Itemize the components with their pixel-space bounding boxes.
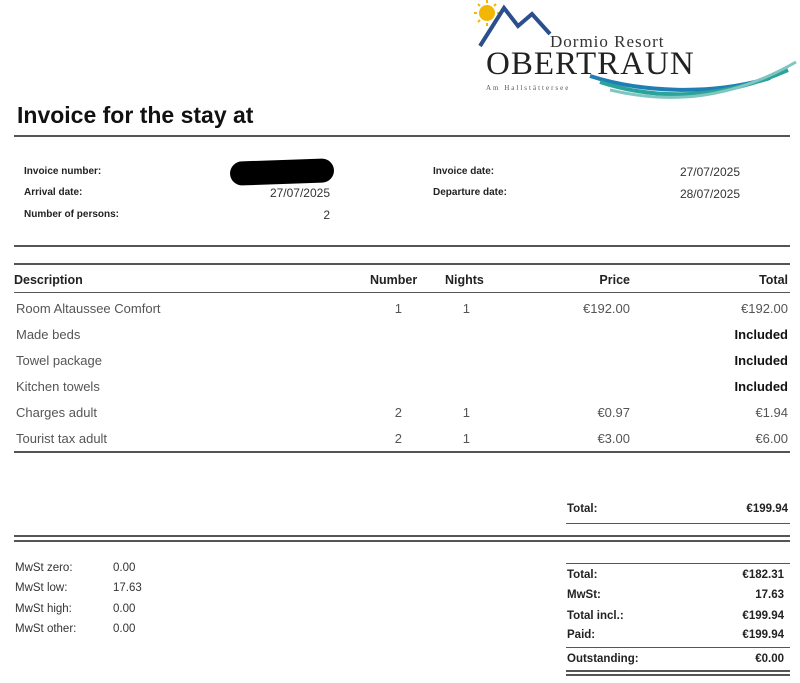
- grand-total-value: €199.94: [746, 503, 788, 515]
- redacted-invoice-number: [230, 158, 335, 186]
- vat-other-label: MwSt other:: [15, 623, 77, 635]
- grand-total-label: Total:: [567, 503, 598, 515]
- row-nights: 1: [462, 431, 470, 446]
- table-top-rule: [14, 263, 790, 265]
- vat-high-value: 0.00: [113, 603, 136, 615]
- logo-obertraun-text: OBERTRAUN: [486, 46, 695, 82]
- title-rule: [14, 135, 790, 137]
- invoice-number-label: Invoice number:: [24, 166, 102, 177]
- summary-total-value: €182.31: [742, 569, 784, 581]
- row-price: €3.00: [597, 431, 630, 446]
- row-description: Charges adult: [16, 405, 97, 420]
- departure-date-value: 28/07/2025: [679, 187, 740, 201]
- header-rule: [14, 292, 790, 293]
- row-nights: 1: [462, 405, 470, 420]
- table-bottom-rule: [14, 451, 790, 453]
- summary-top-rule: [566, 563, 790, 564]
- outstanding-bottom-rule-1: [566, 670, 790, 672]
- summary-mwst-label: MwSt:: [567, 589, 601, 601]
- row-description: Tourist tax adult: [16, 431, 108, 446]
- row-total: Included: [734, 379, 788, 394]
- outstanding-label: Outstanding:: [567, 653, 639, 665]
- row-total: €192.00: [741, 301, 788, 316]
- row-total: €1.94: [755, 405, 788, 420]
- col-nights-header: Nights: [445, 273, 484, 287]
- row-total: Included: [734, 353, 788, 368]
- row-total: Included: [734, 327, 788, 342]
- persons-value: 2: [323, 208, 330, 222]
- arrival-date-label: Arrival date:: [24, 187, 83, 198]
- row-nights: 1: [462, 301, 470, 316]
- col-total-header: Total: [759, 273, 788, 287]
- summary-total-incl-label: Total incl.:: [567, 610, 624, 622]
- resort-logo: [470, 0, 800, 100]
- vat-low-label: MwSt low:: [15, 582, 68, 594]
- vat-other-value: 0.00: [113, 623, 136, 635]
- departure-date-label: Departure date:: [433, 187, 507, 198]
- vat-high-label: MwSt high:: [15, 603, 72, 615]
- outstanding-top-rule: [566, 647, 790, 648]
- outstanding-bottom-rule-2: [566, 674, 790, 676]
- col-number-header: Number: [370, 273, 418, 287]
- row-description: Kitchen towels: [16, 379, 100, 394]
- logo-tagline: Am Hallstättersee: [486, 84, 571, 92]
- vat-low-value: 17.63: [113, 582, 142, 594]
- vat-zero-value: 0.00: [113, 562, 136, 574]
- vat-zero-label: MwSt zero:: [15, 562, 73, 574]
- persons-label: Number of persons:: [24, 209, 120, 220]
- row-number: 2: [394, 405, 402, 420]
- col-description-header: Description: [14, 273, 83, 287]
- row-price: €0.97: [597, 405, 630, 420]
- row-price: €192.00: [583, 301, 630, 316]
- invoice-date-value: 27/07/2025: [679, 165, 740, 179]
- invoice-title: Invoice for the stay at: [17, 102, 254, 128]
- section-rule-2: [14, 540, 790, 542]
- col-price-header: Price: [599, 273, 630, 287]
- arrival-date-value: 27/07/2025: [269, 186, 330, 200]
- section-rule-1: [14, 535, 790, 537]
- summary-total-label: Total:: [567, 569, 598, 581]
- logo-dormio-text: Dormio Resort: [550, 32, 665, 51]
- row-description: Made beds: [16, 327, 81, 342]
- total-underline: [566, 523, 790, 524]
- summary-mwst-value: 17.63: [755, 589, 784, 601]
- row-total: €6.00: [755, 431, 788, 446]
- invoice-date-label: Invoice date:: [433, 166, 495, 177]
- row-number: 1: [394, 301, 402, 316]
- row-description: Room Altaussee Comfort: [16, 301, 161, 316]
- row-number: 2: [394, 431, 402, 446]
- summary-paid-value: €199.94: [742, 629, 784, 641]
- summary-paid-label: Paid:: [567, 629, 596, 641]
- row-description: Towel package: [16, 353, 102, 368]
- info-rule: [14, 245, 790, 247]
- outstanding-value: €0.00: [755, 653, 784, 665]
- summary-total-incl-value: €199.94: [742, 610, 784, 622]
